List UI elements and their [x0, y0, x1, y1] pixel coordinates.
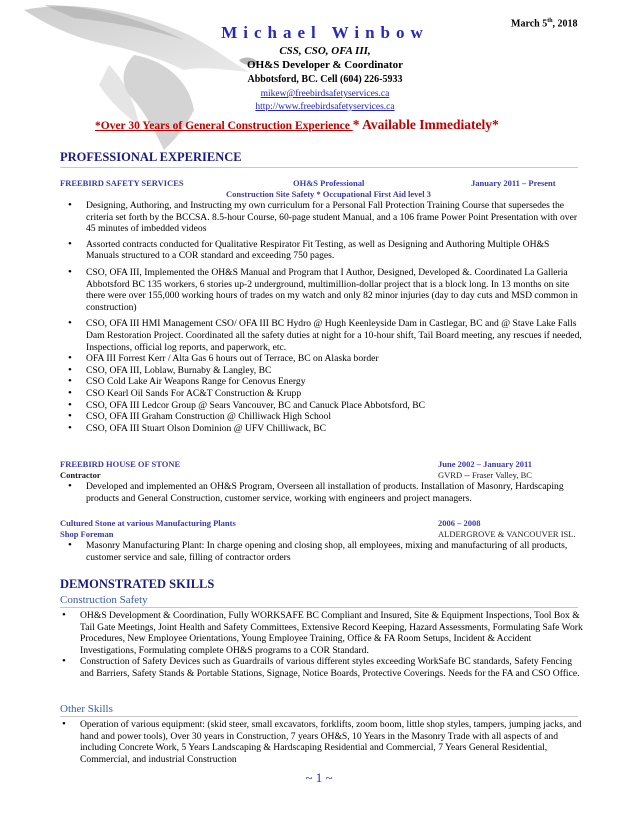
job2-dates: June 2002 – January 2011 — [438, 459, 532, 469]
job1-duties — [64, 200, 584, 434]
job2-company: FREEBIRD HOUSE OF STONE — [60, 459, 181, 469]
list-item: • Construction of Safety Devices such as Guardrails of various different styles exceeding WorkSafe BC standards, Safety Fencing and Barriers, Safety Stands & Portable Stations, Signage, Notice Boards, Protective Coverings. Needs for the FA and CSO Office. — [58, 656, 584, 679]
section-title-experience: PROFESSIONAL EXPERIENCE — [60, 150, 242, 164]
job3-dates: 2006 – 2008 — [438, 518, 481, 528]
section-title-skills: DEMONSTRATED SKILLS — [60, 577, 215, 591]
credentials: CSS, CSO, OFA III, — [279, 45, 371, 57]
list-item: • Developed and implemented an OH&S Program, Overseen all installation of products. Installation of Masonry, Hardscaping products and General Construction, customer service, working with engineers and project managers. — [64, 481, 584, 504]
resume-date: March 5th, 2018 — [511, 18, 578, 30]
role-title: OH&S Developer & Coordinator — [247, 59, 403, 71]
list-item: • Masonry Manufacturing Plant: In charge opening and closing shop, all employees, mixing and manufacturing of all products, customer service and sale, filling of contractor orders — [64, 540, 584, 563]
job1-company: FREEBIRD SAFETY SERVICES — [60, 178, 184, 188]
construction-safety-skills — [58, 610, 584, 680]
list-item: • CSO Kearl Oil Sands For AC&T Construction & Krupp — [64, 388, 584, 400]
list-item: • Assorted contracts conducted for Qualitative Respirator Fit Testing, as well as Designing and Authoring Multiple OH&S Manuals structured to a COR standard and exceeding 750 pages. — [64, 239, 584, 262]
website-link[interactable]: http://www.freebirdsafetyservices.ca — [255, 102, 395, 112]
job3-duties — [64, 540, 584, 563]
job1-title: OH&S Professional — [293, 178, 365, 188]
address-phone: Abbotsford, BC. Cell (604) 226-5933 — [247, 74, 403, 85]
job3-location: ALDERGROVE & VANCOUVER ISL. — [438, 529, 576, 539]
job1-subtitle: Construction Site Safety * Occupational First Aid level 3 — [226, 189, 431, 199]
other-skills — [58, 719, 584, 765]
list-item: • CSO Cold Lake Air Weapons Range for Cenovus Energy — [64, 376, 584, 388]
job2-duties — [64, 481, 584, 504]
email-link[interactable]: mikew@freebirdsafetyservices.ca — [260, 89, 390, 99]
list-item: • Designing, Authoring, and Instructing my own curriculum for a Personal Fall Protection Training Course that supersedes the criteria set forth by the BCCSA. 8.5-hour Course, 60-page student Manual, and a 106 frame Power Point Presentation with over 45 minutes of imbedded videos — [64, 200, 584, 235]
skill-heading-construction-safety: Construction Safety — [60, 594, 148, 606]
list-item: • CSO, OFA III Stuart Olson Dominion @ UFV Chilliwack, BC — [64, 423, 584, 435]
list-item: • OH&S Development & Coordination, Fully WORKSAFE BC Compliant and Insured, Site & Equipment Inspections, Tool Box & Tail Gate Meetings, Joint Health and Safety Committees, Extensive Record Keeping, Hazard Assessments, Formulating Safe Work Procedures, New Employee Orientations, Young Employee Training, Office & FA Room Setups, Incident & Accident Investigations, Formulating complete OH&S programs to a COR Standard. — [58, 610, 584, 656]
page-number: ~ 1 ~ — [305, 770, 333, 785]
section-divider — [60, 716, 578, 717]
applicant-name: Michael Winbow — [221, 23, 429, 42]
job1-dates: January 2011 – Present — [471, 178, 556, 188]
list-item: • CSO, OFA III Ledcor Group @ Sears Vancouver, BC and Canuck Place Abbotsford, BC — [64, 400, 584, 412]
skill-heading-other: Other Skills — [60, 703, 113, 715]
job3-subtitle: Shop Foreman — [60, 529, 114, 539]
job2-location: GVRD -- Fraser Valley, BC — [438, 470, 532, 480]
section-divider — [60, 607, 578, 608]
list-item: • CSO, OFA III, Implemented the OH&S Manual and Program that I Author, Designed, Developed &. Coordinated La Galleria Abbotsford BC 135 workers, 6 stories up-2 underground, multimillion-dollar project that is a block long. In 13 months on site there were over 155,000 working hours of trades on my watch and only 82 minor injuries (day to day cuts and MSD common in construction) — [64, 267, 584, 313]
list-item: • OFA III Forrest Kerr / Alta Gas 6 hours out of Terrace, BC on Alaska border — [64, 353, 584, 365]
list-item: • CSO, OFA III HMI Management CSO/ OFA III BC Hydro @ Hugh Keenleyside Dam in Castlegar, BC and @ Stave Lake Falls Dam Restoration Project. Coordinated all the safety duties at night for a 10-hour shift, Tail Board meeting, any rescues if needed, Inspections, official log reports, and paperwork, etc. — [64, 318, 584, 353]
section-divider — [60, 167, 578, 168]
job3-company: Cultured Stone at various Manufacturing Plants — [60, 518, 236, 528]
list-item: • CSO, OFA III Graham Construction @ Chilliwack High School — [64, 411, 584, 423]
list-item: • CSO, OFA III, Loblaw, Burnaby & Langley, BC — [64, 365, 584, 377]
availability-banner: *Over 30 Years of General Construction Experience * Available Immediately* — [95, 117, 499, 132]
list-item: • Operation of various equipment: (skid steer, small excavators, forklifts, zoom boom, little shop styles, tampers, jumping jacks, and hand and power tools), Over 30 years in Construction, 7 years OH&S, 10 Years in the Masonry Trade with all aspects of and including Concrete Work, 5 Years Landscaping & Hardscaping Residential and Commercial, 7 Years General Residential, Commercial, and industrial Construction — [58, 719, 584, 765]
job2-subtitle: Contractor — [60, 470, 101, 480]
